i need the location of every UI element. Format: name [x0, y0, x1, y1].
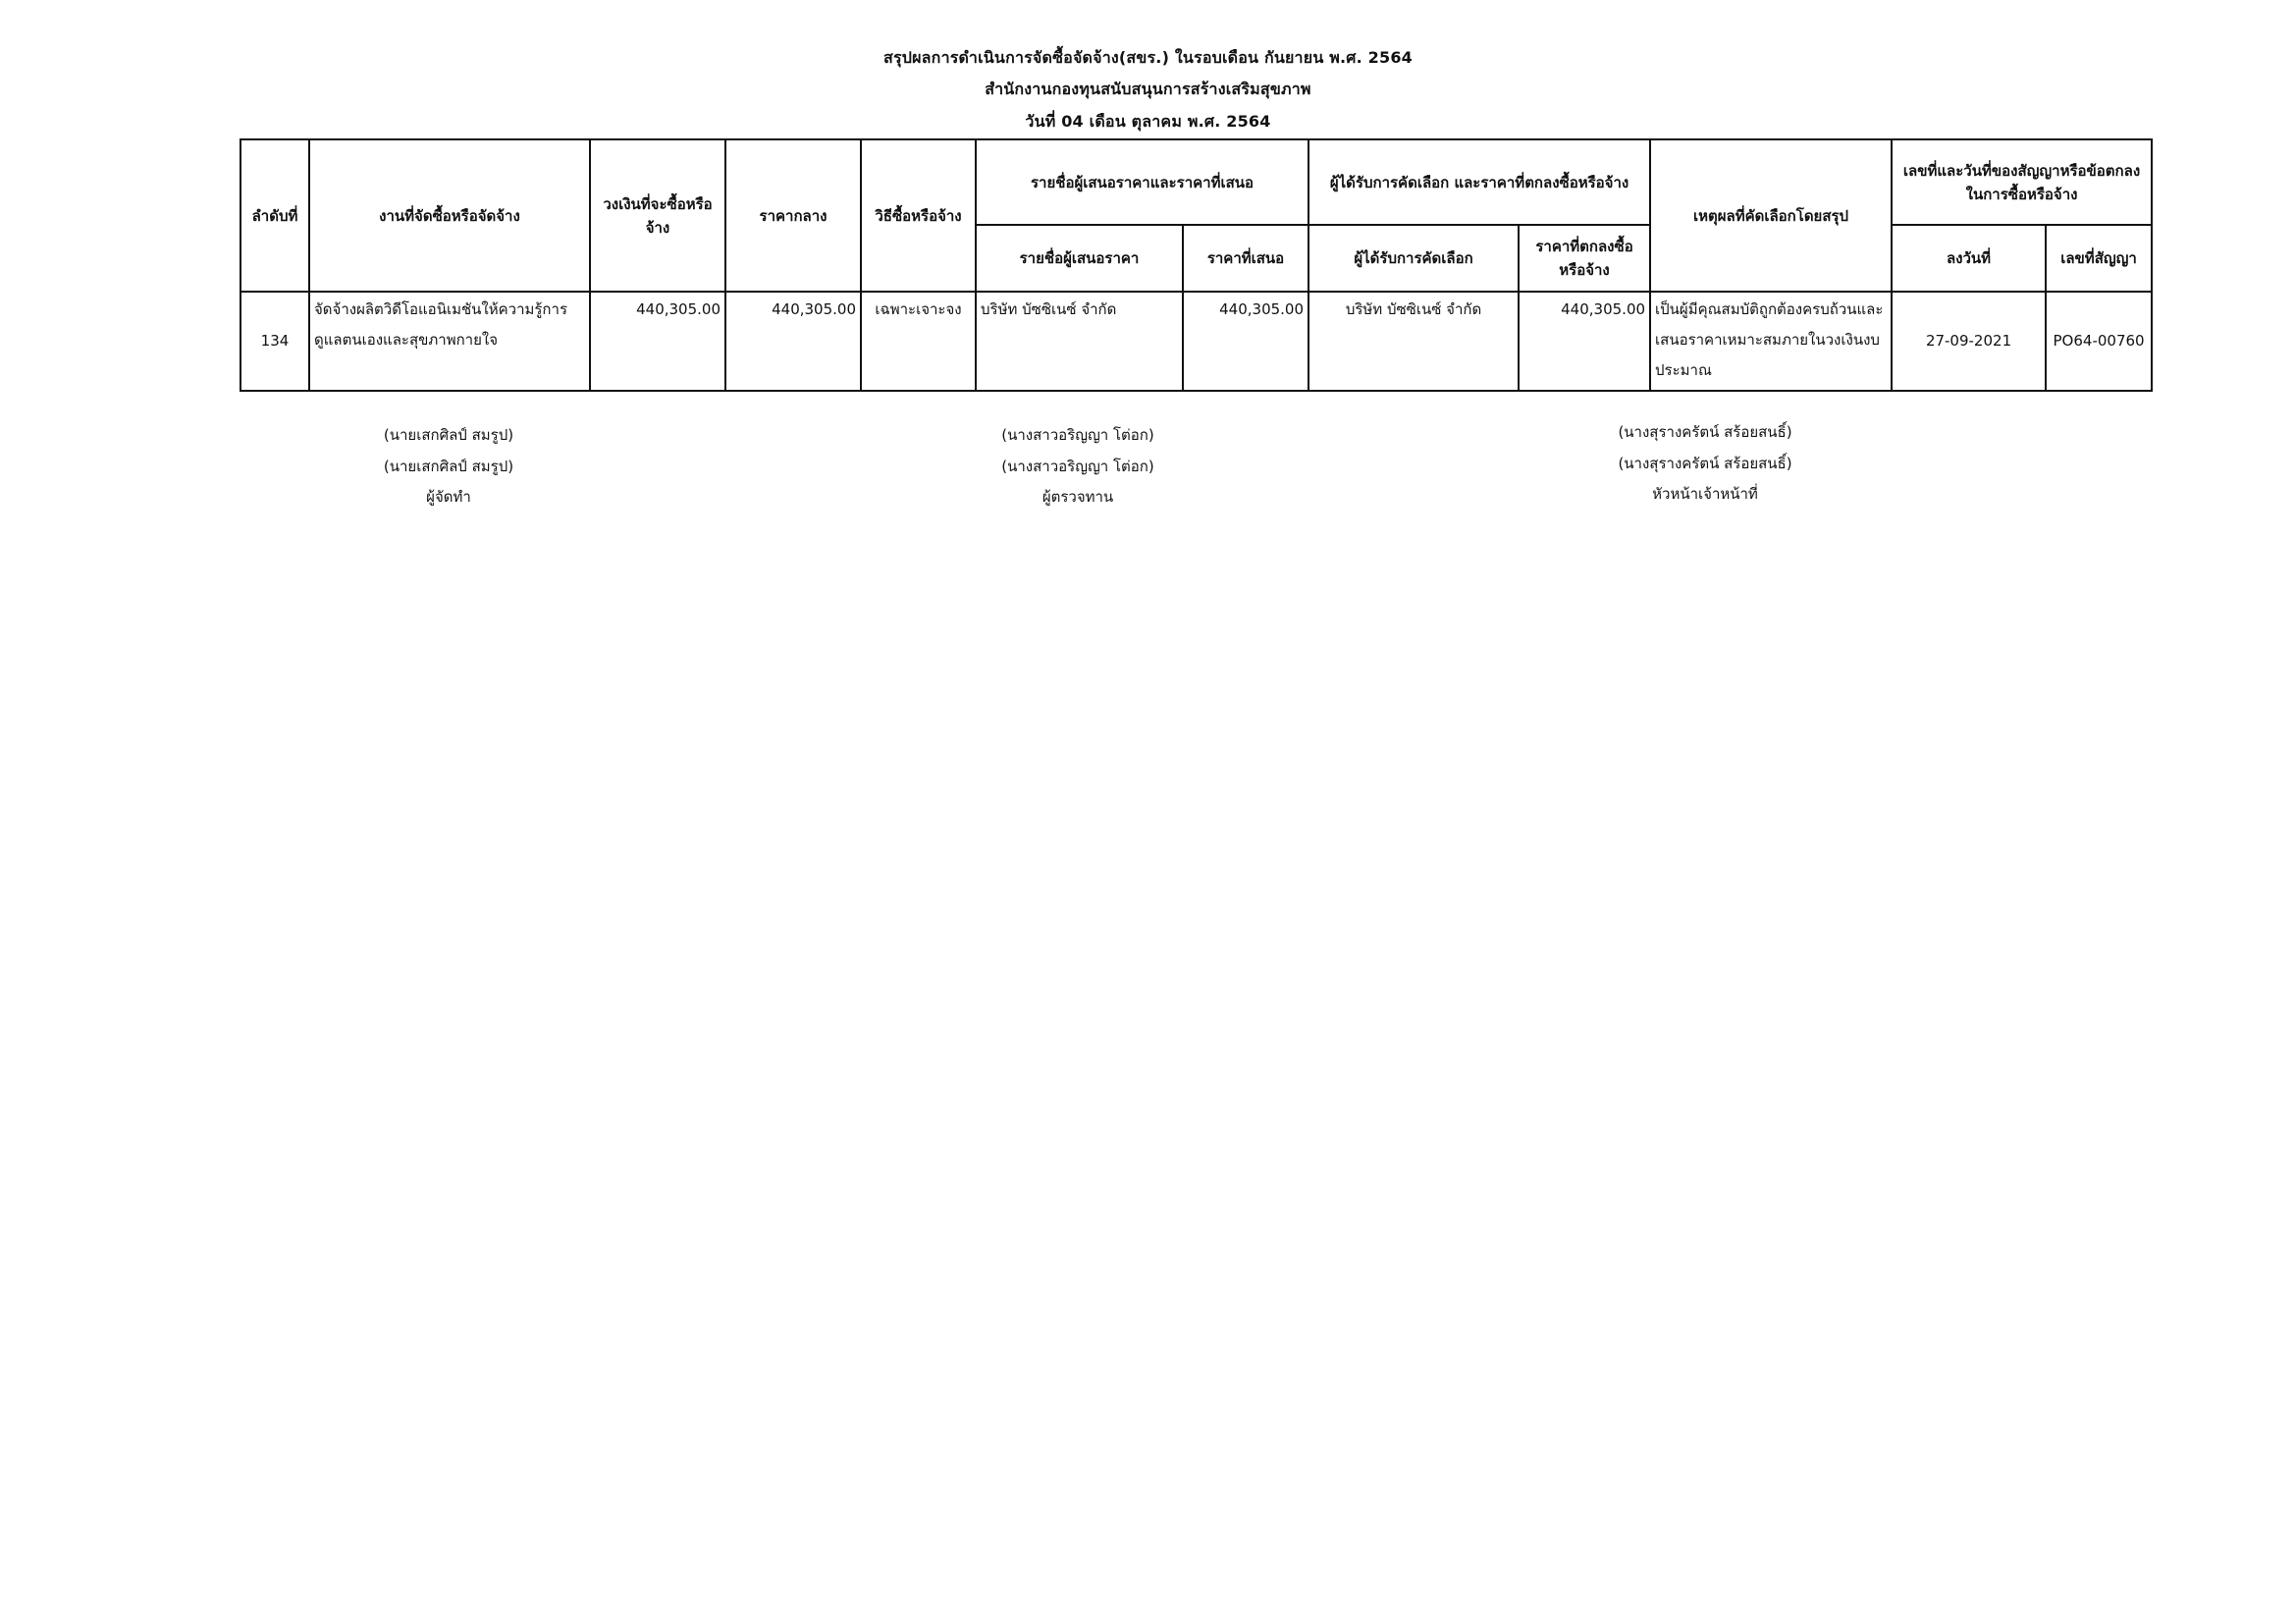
header-work: งานที่จัดซื้อหรือจัดจ้าง — [309, 139, 590, 292]
procurement-table — [240, 138, 2153, 392]
cell-selected-name: บริษัท บัซซิเนซ์ จำกัด — [1308, 292, 1519, 391]
signature-name: (นางสาวอริญญา โต่อก) — [1001, 426, 1154, 444]
signature-block-reviewer — [872, 420, 1284, 514]
signature-block-preparer — [242, 420, 655, 514]
signature-role: ผู้จัดทำ — [426, 488, 471, 506]
table-row — [240, 292, 2152, 391]
header-method: วิธีซื้อหรือจ้าง — [861, 139, 976, 292]
table-header-row — [240, 139, 2152, 225]
signature-printed-name: (นางสุรางครัตน์ สร้อยสนธิ์) — [1618, 454, 1792, 472]
report-title: สรุปผลการดำเนินการจัดซื้อจัดจ้าง(สขร.) ในรอบเดือน กันยายน พ.ศ. 2564 — [882, 48, 1413, 67]
cell-reason: เป็นผู้มีคุณสมบัติถูกต้องครบถ้วนและเสนอราคาเหมาะสมภายในวงเงินงบประมาณ — [1650, 292, 1892, 391]
header-selected-group: ผู้ได้รับการคัดเลือก และราคาที่ตกลงซื้อหรือจ้าง — [1308, 139, 1650, 225]
header-seq: ลำดับที่ — [240, 139, 309, 292]
header-median-price: ราคากลาง — [725, 139, 861, 292]
signature-block-head-officer — [1499, 417, 1911, 511]
header-agreed-price: ราคาที่ตกลงซื้อหรือจ้าง — [1519, 225, 1650, 292]
agency-name: สำนักงานกองทุนสนับสนุนการสร้างเสริมสุขภาพ — [985, 80, 1311, 98]
header-contract-group: เลขที่และวันที่ของสัญญาหรือข้อตกลงในการซื้อหรือจ้าง — [1892, 139, 2152, 225]
cell-contract-date: 27-09-2021 — [1892, 292, 2046, 391]
signature-name: (นางสุรางครัตน์ สร้อยสนธิ์) — [1618, 423, 1792, 441]
signature-printed-name: (นางสาวอริญญา โต่อก) — [1001, 457, 1154, 475]
signature-role: หัวหน้าเจ้าหน้าที่ — [1652, 485, 1758, 503]
header-bidders-group: รายชื่อผู้เสนอราคาและราคาที่เสนอ — [976, 139, 1308, 225]
report-date: วันที่ 04 เดือน ตุลาคม พ.ศ. 2564 — [1025, 112, 1271, 131]
header-selected-name: ผู้ได้รับการคัดเลือก — [1308, 225, 1519, 292]
header-contract-date: ลงวันที่ — [1892, 225, 2046, 292]
header-bidder-name: รายชื่อผู้เสนอราคา — [976, 225, 1183, 292]
header-contract-no: เลขที่สัญญา — [2046, 225, 2152, 292]
cell-median-price: 440,305.00 — [725, 292, 861, 391]
cell-bidder-name: บริษัท บัซซิเนซ์ จำกัด — [976, 292, 1183, 391]
header-reason: เหตุผลที่คัดเลือกโดยสรุป — [1650, 139, 1892, 292]
cell-seq: 134 — [240, 292, 309, 391]
signature-role: ผู้ตรวจทาน — [1041, 488, 1114, 506]
cell-agreed-price: 440,305.00 — [1519, 292, 1650, 391]
cell-budget: 440,305.00 — [590, 292, 725, 391]
cell-contract-no: PO64-00760 — [2046, 292, 2152, 391]
cell-work: จัดจ้างผลิตวิดีโอแอนิเมชันให้ความรู้การดูแลตนเองและสุขภาพกายใจ — [309, 292, 590, 391]
signature-printed-name: (นายเสกศิลป์ สมรูป) — [383, 457, 514, 475]
header-bid-price: ราคาที่เสนอ — [1183, 225, 1308, 292]
cell-bid-price: 440,305.00 — [1183, 292, 1308, 391]
cell-method: เฉพาะเจาะจง — [861, 292, 976, 391]
header-budget: วงเงินที่จะซื้อหรือจ้าง — [590, 139, 725, 292]
signature-name: (นายเสกศิลป์ สมรูป) — [383, 426, 514, 444]
